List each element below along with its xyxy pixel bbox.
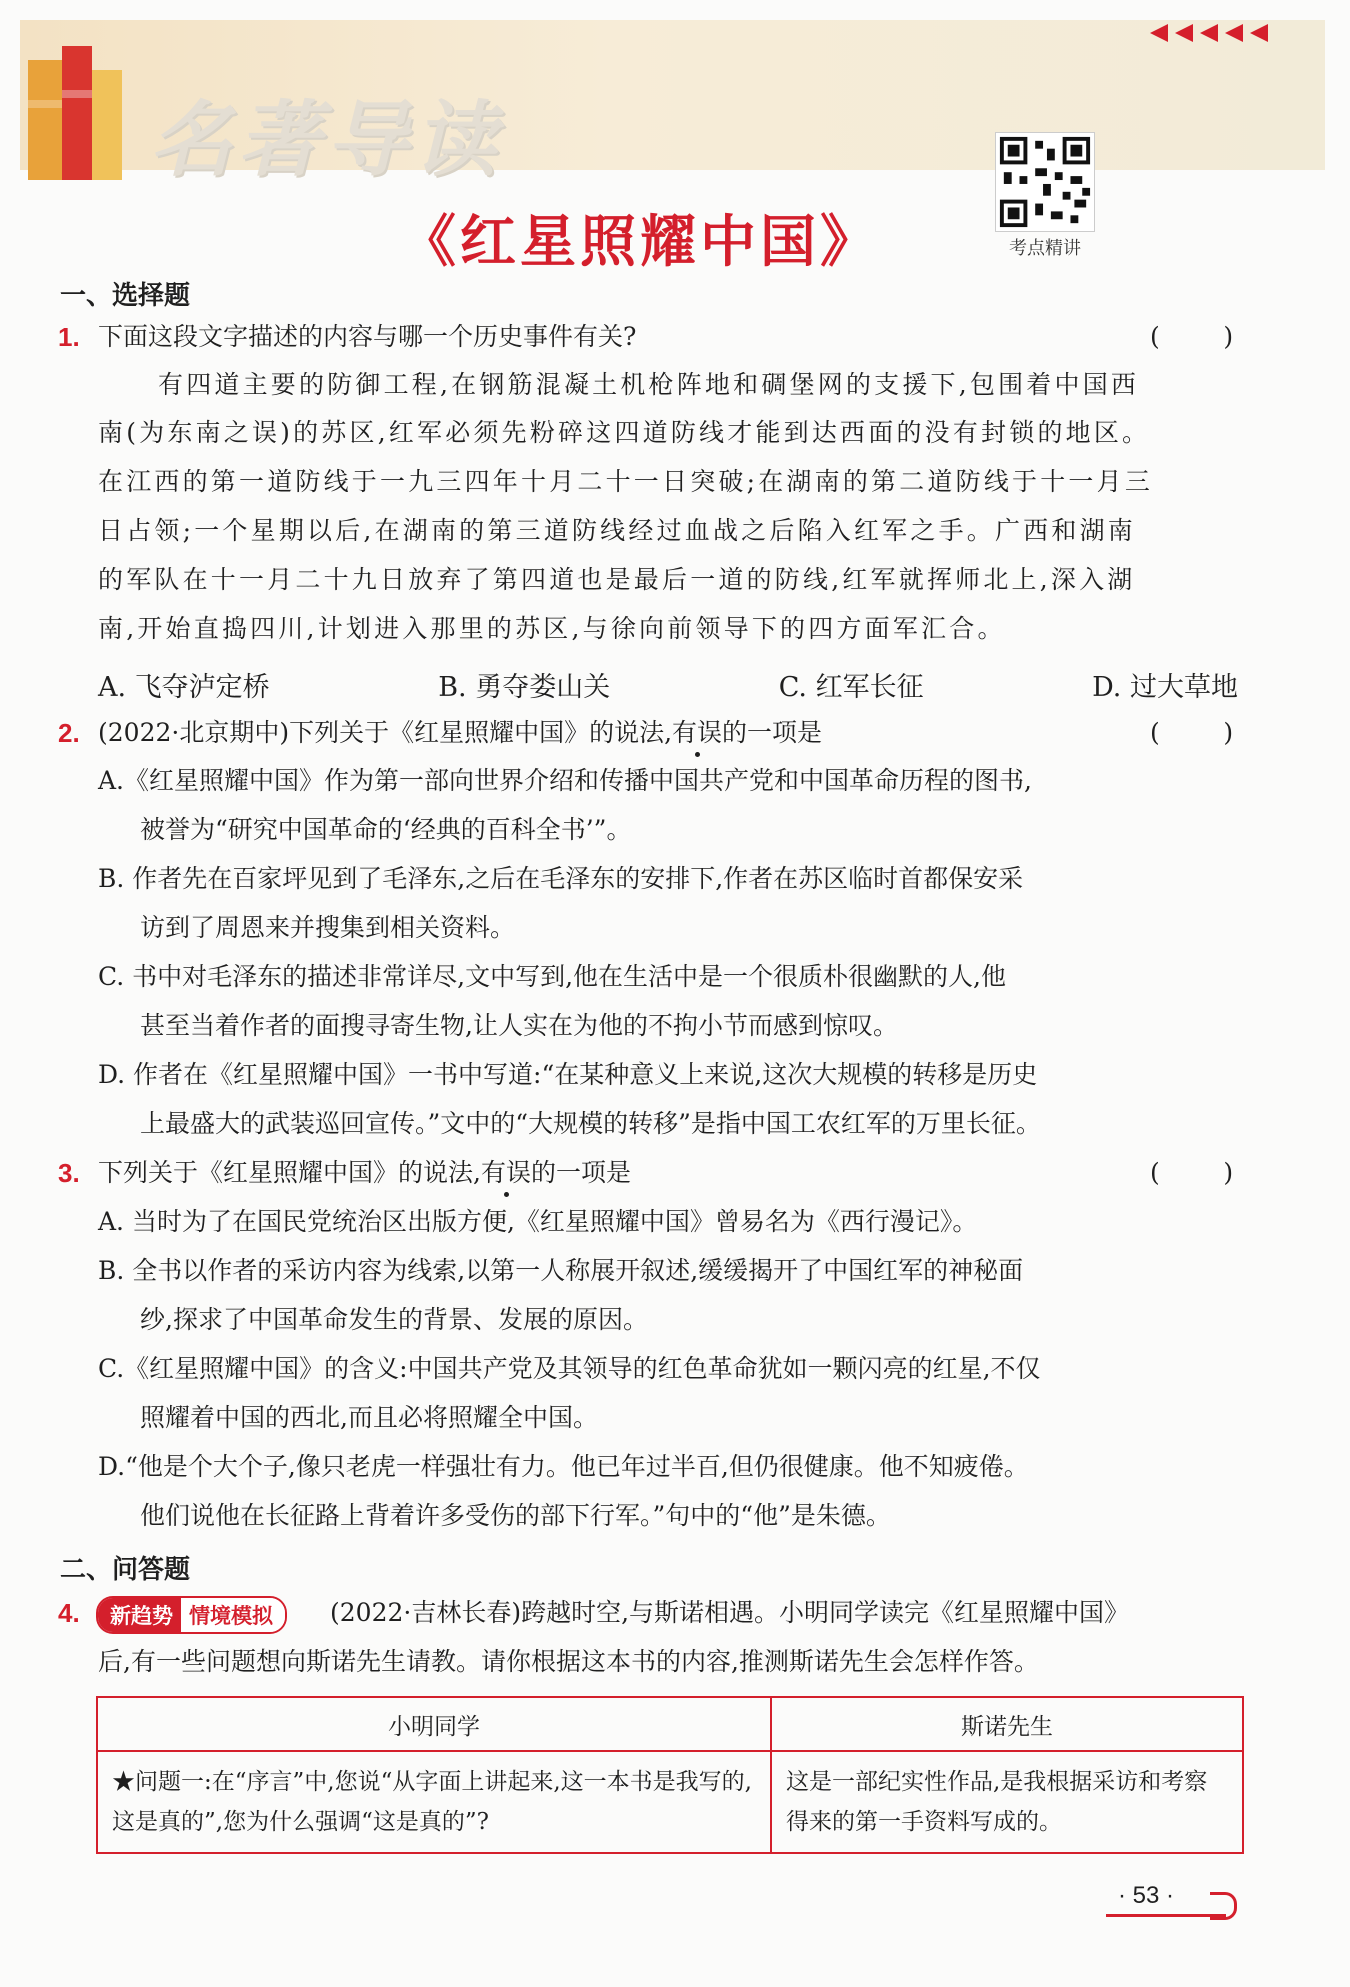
q2-stem-pre: (2022·北京期中)下列关于《红星照耀中国》的说法, [98,718,673,747]
q4-number: 4. [58,1598,80,1628]
table-question-cell: ★问题一:在“序言”中,您说“从字面上讲起来,这一本书是我写的,这是真的”,您为什么强调“这是真的”? [97,1751,771,1853]
q2-option-c-cont: 甚至当着作者的面搜寻寄生物,让人实在为他的不拘小节而感到惊叹。 [140,1011,898,1040]
badge-new-trend: 新趋势 [98,1598,181,1632]
q1-passage-line: 日占领;一个星期以后,在湖南的第三道防线经过血战之后陷入红军之手。广西和湖南 [98,516,1136,545]
q3-stem-emphasis: 有误 [480,1158,531,1187]
q1-stem: 下面这段文字描述的内容与哪一个历史事件有关? [98,322,637,351]
q3-stem [98,1158,631,1188]
section2-heading: 二、问答题 [60,1555,191,1585]
q3-option-c[interactable]: C.《红星照耀中国》的含义:中国共产党及其领导的红色革命犹如一颗闪亮的红星,不仅 [98,1354,1041,1383]
q4-stem-line1: (2022·吉林长春)跨越时空,与斯诺相遇。小明同学读完《红星照耀中国》 [330,1598,1130,1627]
page-hook-icon [1210,1892,1237,1920]
q1-passage-line: 南,开始直捣四川,计划进入那里的苏区,与徐向前领导下的四方面军汇合。 [98,614,1006,643]
q1-option-a[interactable]: A. 飞夺泸定桥 [98,672,270,703]
q3-option-d[interactable]: D.“他是个大个子,像只老虎一样强壮有力。他已年过半百,但仍很健康。他不知疲倦。 [98,1452,1029,1481]
trend-badge [96,1596,287,1634]
q2-option-a-cont: 被誉为“研究中国革命的‘经典的百科全书’”。 [140,815,632,844]
q2-option-d-cont: 上最盛大的武装巡回宣传。”文中的“大规模的转移”是指中国工农红军的万里长征。 [140,1109,1041,1138]
q3-option-b[interactable]: B. 全书以作者的采访内容为线索,以第一人称展开叙述,缓缓揭开了中国红军的神秘面 [98,1256,1024,1285]
qr-code-icon[interactable] [995,132,1095,232]
table-header-snow: 斯诺先生 [771,1697,1243,1751]
q1-passage-line: 在江西的第一道防线于一九三四年十月二十一日突破;在湖南的第二道防线于十一月三 [98,467,1154,496]
q1-number: 1. [58,322,80,352]
q2-stem [98,718,822,748]
q2-option-c[interactable]: C. 书中对毛泽东的描述非常详尽,文中写到,他在生活中是一个很质朴很幽默的人,他 [98,962,1006,991]
q3-option-c-cont: 照耀着中国的西北,而且必将照耀全中国。 [140,1403,598,1432]
q1-option-d[interactable]: D. 过大草地 [1092,672,1238,703]
q3-number: 3. [58,1158,80,1188]
q2-number: 2. [58,718,80,748]
q1-options [98,665,1238,704]
q3-answer-bracket[interactable]: ( ) [1150,1158,1234,1187]
page-number: · 53 · [1118,1882,1175,1909]
q1-option-c[interactable]: C. 红军长征 [778,672,924,703]
q1-option-b[interactable]: B. 勇夺娄山关 [438,672,611,703]
q1-passage-line: 南(为东南之误)的苏区,红军必须先粉碎这四道防线才能到达西面的没有封锁的地区。 [98,418,1151,447]
table-header-student: 小明同学 [97,1697,771,1751]
q3-stem-post: 的一项是 [530,1158,631,1187]
q2-stem-emphasis: 有误 [672,718,723,747]
page-number-underline [1106,1914,1226,1917]
q1-answer-bracket[interactable]: ( ) [1150,322,1234,351]
section-title: 名著导读 [150,93,502,188]
table-answer-cell[interactable]: 这是一部纪实性作品,是我根据采访和考察得来的第一手资料写成的。 [771,1751,1243,1853]
q3-option-a[interactable]: A. 当时为了在国民党统治区出版方便,《红星照耀中国》曾易名为《西行漫记》。 [98,1207,978,1236]
q2-option-b[interactable]: B. 作者先在百家坪见到了毛泽东,之后在毛泽东的安排下,作者在苏区临时首都保安采 [98,864,1024,893]
book-title: 《红星照耀中国》 [400,210,880,275]
q2-option-b-cont: 访到了周恩来并搜集到相关资料。 [140,913,516,942]
q3-option-b-cont: 纱,探求了中国革命发生的背景、发展的原因。 [140,1305,648,1334]
q2-option-d[interactable]: D. 作者在《红星照耀中国》一书中写道:“在某种意义上来说,这次大规模的转移是历史 [98,1060,1038,1089]
q2-stem-post: 的一项是 [722,718,823,747]
q3-stem-pre: 下列关于《红星照耀中国》的说法, [98,1158,481,1187]
q2-answer-bracket[interactable]: ( ) [1150,718,1234,747]
q1-passage-line: 有四道主要的防御工程,在钢筋混凝土机枪阵地和碉堡网的支援下,包围着中国西 [158,370,1140,399]
q4-stem-line2: 后,有一些问题想向斯诺先生请教。请你根据这本书的内容,推测斯诺先生会怎样作答。 [98,1647,1039,1676]
section1-heading: 一、选择题 [60,281,191,311]
q2-option-a[interactable]: A.《红星照耀中国》作为第一部向世界介绍和传播中国共产党和中国革命历程的图书, [98,766,1032,795]
badge-scenario: 情境模拟 [181,1598,285,1632]
arrow-decoration-icon [1150,24,1268,42]
q1-passage-line: 的军队在十一月二十九日放弃了第四道也是最后一道的防线,红军就挥师北上,深入湖 [98,565,1136,594]
qr-label: 考点精讲 [1009,238,1081,259]
books-icon [20,40,130,190]
q3-option-d-cont: 他们说他在长征路上背着许多受伤的部下行军。”句中的“他”是朱德。 [140,1501,891,1530]
qa-table [96,1696,1244,1854]
